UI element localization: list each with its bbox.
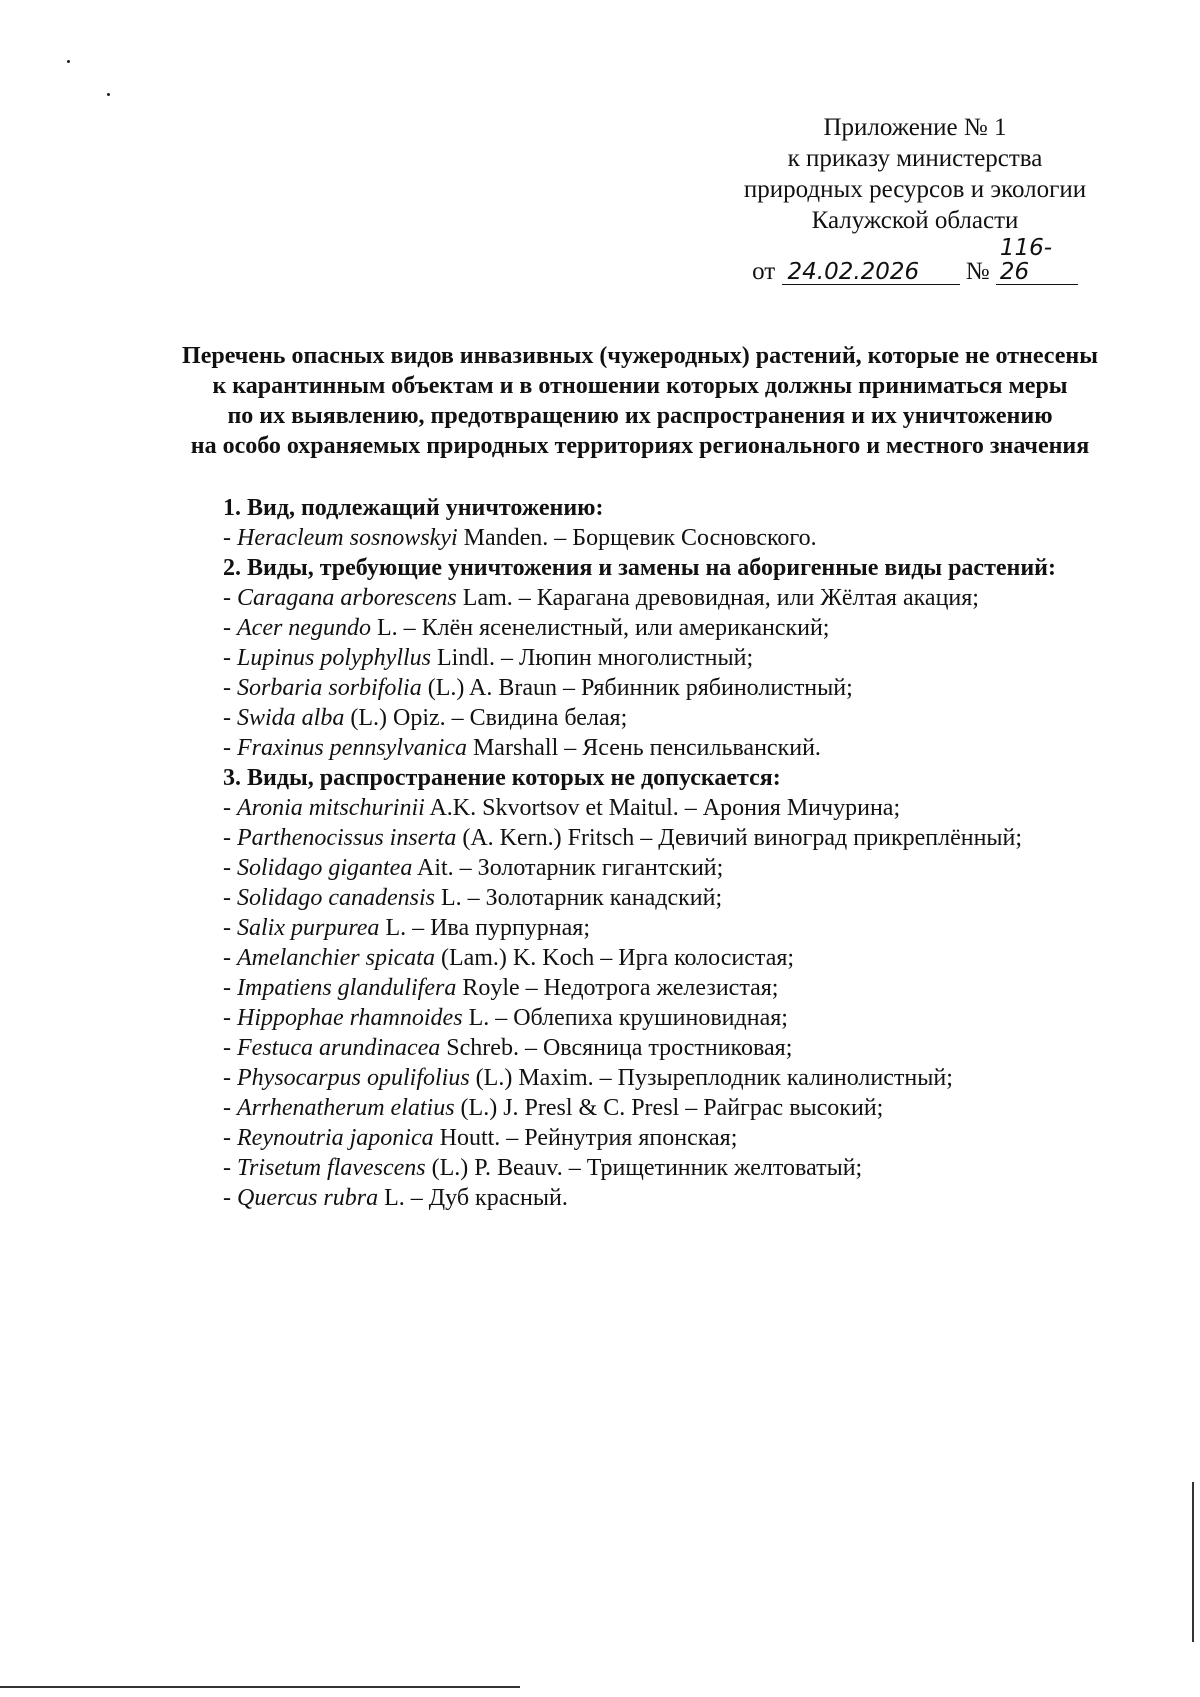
scan-speck: [107, 93, 110, 96]
list-item: - Acer negundo L. – Клён ясенелистный, или американский;: [223, 615, 830, 641]
latin-name: Lupinus polyphyllus: [237, 645, 432, 671]
section-3-heading: 3. Виды, распространение которых не допускается:: [223, 765, 781, 791]
latin-name: Salix purpurea: [237, 915, 380, 941]
item-text: (L.) J. Presl & C. Presl – Райграс высокий;: [454, 1095, 884, 1121]
list-item: - Physocarpus opulifolius (L.) Maxim. – Пузыреплодник калинолистный;: [223, 1065, 953, 1091]
list-item: - Amelanchier spicata (Lam.) K. Koch – Ирга колосистая;: [223, 945, 795, 971]
appendix-date-line: [715, 236, 1115, 287]
list-item: - Swida alba (L.) Opiz. – Свидина белая;: [223, 705, 628, 731]
item-text: (L.) A. Braun – Рябинник рябинолистный;: [421, 675, 853, 701]
latin-name: Amelanchier spicata: [237, 945, 435, 971]
latin-name: Festuca arundinacea: [237, 1035, 441, 1061]
latin-name: Reynoutria japonica: [237, 1125, 434, 1151]
appendix-line-1: Приложение № 1: [823, 114, 1007, 141]
item-text: (L.) Maxim. – Пузыреплодник калинолистный;: [469, 1065, 953, 1091]
list-item: - Impatiens glandulifera Royle – Недотрога железистая;: [223, 975, 779, 1001]
title-line: к карантинным объектам и в отношении которых должны приниматься меры: [212, 373, 1068, 399]
list-item: - Reynoutria japonica Houtt. – Рейнутрия японская;: [223, 1125, 738, 1151]
latin-name: Acer negundo: [237, 615, 371, 641]
appendix-header: [715, 112, 1115, 287]
appendix-line-2: к приказу министерства: [787, 145, 1043, 172]
date-prefix: от: [752, 258, 776, 285]
latin-name: Parthenocissus inserta: [237, 825, 457, 851]
latin-name: Sorbaria sorbifolia: [237, 675, 422, 701]
item-text: Royle – Недотрога железистая;: [456, 975, 779, 1001]
item-text: L. – Золотарник канадский;: [435, 885, 723, 911]
item-text: Marshall – Ясень пенсильванский.: [466, 735, 821, 761]
document-title: [140, 341, 1140, 461]
section-2-heading: 2. Виды, требующие уничтожения и замены на аборигенные виды растений:: [223, 555, 1057, 581]
latin-name: Arrhenatherum elatius: [237, 1095, 455, 1121]
list-item: - Quercus rubra L. – Дуб красный.: [223, 1185, 568, 1211]
list-item: - Festuca arundinacea Schreb. – Овсяница тростниковая;: [223, 1035, 793, 1061]
handwritten-date: 24.02.2026: [782, 260, 960, 285]
latin-name: Caragana arborescens: [237, 585, 457, 611]
handwritten-number: 116-26: [996, 236, 1078, 285]
list-item: - Fraxinus pennsylvanica Marshall – Ясень пенсильванский.: [223, 735, 821, 761]
list-item: - Parthenocissus inserta (A. Kern.) Fritsch – Девичий виноград прикреплённый;: [223, 825, 1023, 851]
list-item: - Heracleum sosnowskyi Manden. – Борщевик Сосновского.: [223, 525, 817, 551]
section-1-heading: 1. Вид, подлежащий уничтожению:: [223, 495, 604, 521]
item-text: L. – Ива пурпурная;: [379, 915, 590, 941]
list-item: - Hippophae rhamnoides L. – Облепиха крушиновидная;: [223, 1005, 788, 1031]
latin-name: Heracleum sosnowskyi: [237, 525, 458, 551]
item-text: Schreb. – Овсяница тростниковая;: [440, 1035, 793, 1061]
scan-speck: [67, 60, 70, 63]
list-item: - Solidago gigantea Ait. – Золотарник гигантский;: [223, 855, 724, 881]
list-item: - Aronia mitschurinii A.K. Skvortsov et Maitul. – Арония Мичурина;: [223, 795, 901, 821]
item-text: L. – Клён ясенелистный, или американский;: [370, 615, 830, 641]
item-text: L. – Дуб красный.: [378, 1185, 568, 1211]
item-text: Houtt. – Рейнутрия японская;: [433, 1125, 738, 1151]
latin-name: Physocarpus opulifolius: [237, 1065, 470, 1091]
latin-name: Solidago gigantea: [237, 855, 413, 881]
title-line: на особо охраняемых природных территориях регионального и местного значения: [190, 433, 1090, 459]
scan-bottom-line: [0, 1686, 520, 1688]
item-text: (A. Kern.) Fritsch – Девичий виноград прикреплённый;: [456, 825, 1023, 851]
latin-name: Impatiens glandulifera: [237, 975, 457, 1001]
item-text: Lam. – Карагана древовидная, или Жёлтая акация;: [456, 585, 979, 611]
latin-name: Trisetum flavescens: [237, 1155, 426, 1181]
appendix-line-4: Калужской области: [811, 207, 1019, 234]
item-text: Ait. – Золотарник гигантский;: [412, 855, 724, 881]
species-list: [223, 493, 1143, 1213]
list-item: - Solidago canadensis L. – Золотарник канадский;: [223, 885, 723, 911]
list-item: - Sorbaria sorbifolia (L.) A. Braun – Рябинник рябинолистный;: [223, 675, 853, 701]
appendix-line-3: природных ресурсов и экологии: [743, 176, 1087, 203]
item-text: L. – Облепиха крушиновидная;: [462, 1005, 788, 1031]
scan-edge-mark: [1192, 1482, 1194, 1642]
title-line: Перечень опасных видов инвазивных (чужеродных) растений, которые не отнесены: [182, 343, 1098, 369]
latin-name: Swida alba: [237, 705, 345, 731]
latin-name: Aronia mitschurinii: [237, 795, 425, 821]
item-text: (L.) P. Beauv. – Трищетинник желтоватый;: [425, 1155, 863, 1181]
number-prefix: №: [965, 258, 990, 285]
list-item: - Caragana arborescens Lam. – Карагана древовидная, или Жёлтая акация;: [223, 585, 979, 611]
title-line: по их выявлению, предотвращению их распространения и их уничтожению: [227, 403, 1053, 429]
latin-name: Quercus rubra: [237, 1185, 379, 1211]
item-text: (L.) Opiz. – Свидина белая;: [344, 705, 628, 731]
list-item: - Arrhenatherum elatius (L.) J. Presl & C. Presl – Райграс высокий;: [223, 1095, 884, 1121]
item-text: Manden. – Борщевик Сосновского.: [457, 525, 817, 551]
item-text: Lindl. – Люпин многолистный;: [431, 645, 754, 671]
latin-name: Hippophae rhamnoides: [237, 1005, 463, 1031]
latin-name: Fraxinus pennsylvanica: [237, 735, 467, 761]
item-text: (Lam.) K. Koch – Ирга колосистая;: [434, 945, 795, 971]
item-text: A.K. Skvortsov et Maitul. – Арония Мичурина;: [424, 795, 901, 821]
list-item: - Lupinus polyphyllus Lindl. – Люпин многолистный;: [223, 645, 754, 671]
list-item: - Salix purpurea L. – Ива пурпурная;: [223, 915, 590, 941]
latin-name: Solidago canadensis: [237, 885, 435, 911]
list-item: - Trisetum flavescens (L.) P. Beauv. – Трищетинник желтоватый;: [223, 1155, 863, 1181]
